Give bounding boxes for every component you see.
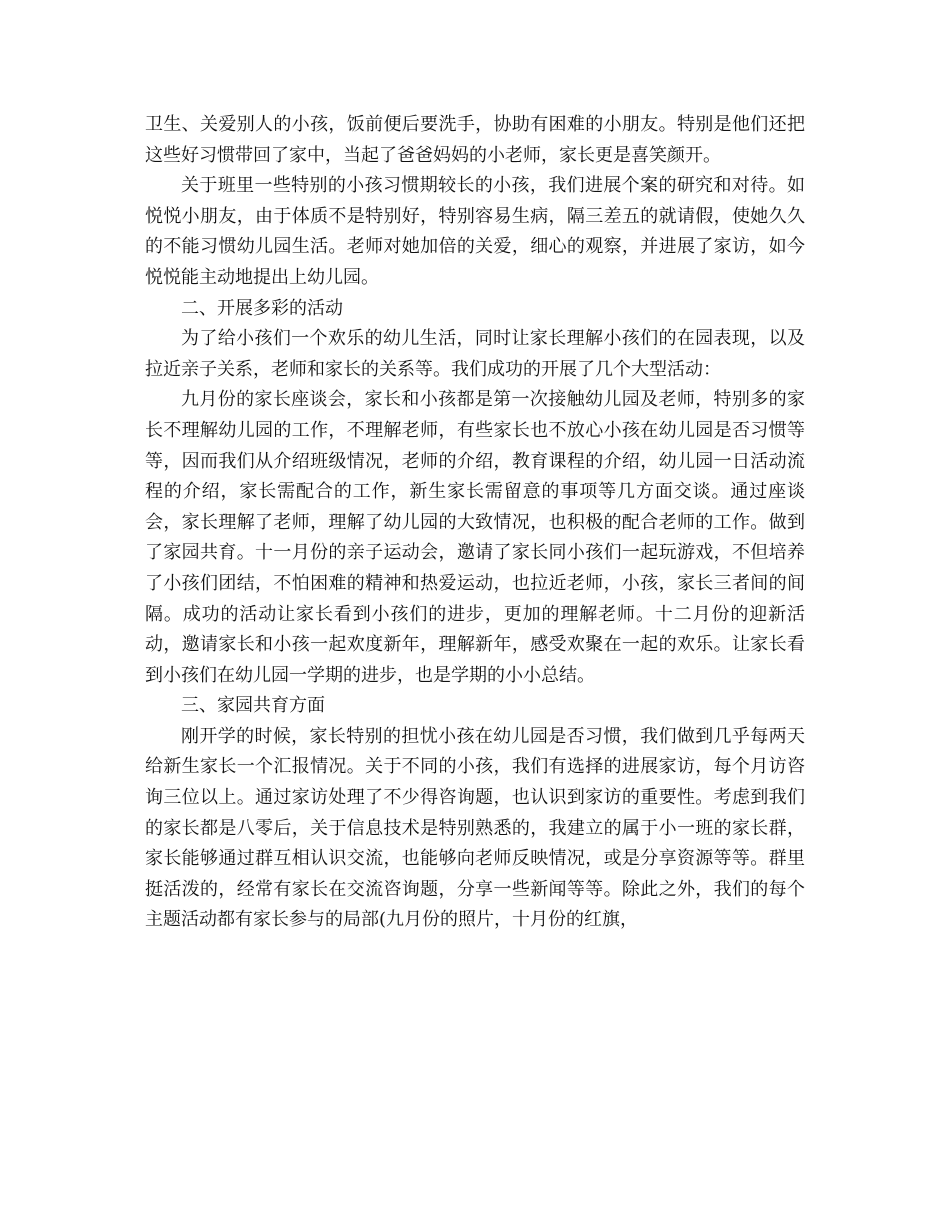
paragraph-special-cases: 关于班里一些特别的小孩习惯期较长的小孩，我们进展个案的研究和对待。如悦悦小朋友，由于体质不是特别好，特别容易生病，隔三差五的就请假，使她久久的不能习惯幼儿园生活。老师对她加倍的关爱，细心的观察，并进展了家访，如今悦悦能主动地提出上幼儿园。 <box>145 175 805 288</box>
paragraph-activities-intro: 为了给小孩们一个欢乐的幼儿生活，同时让家长理解小孩们的在园表现，以及拉近亲子关系，老师和家长的关系等。我们成功的开展了几个大型活动： <box>145 328 805 380</box>
section-heading-home-school: 三、家园共育方面 <box>181 695 325 717</box>
paragraph-activities-detail: 九月份的家长座谈会，家长和小孩都是第一次接触幼儿园及老师，特别多的家长不理解幼儿园的工作，不理解老师，有些家长也不放心小孩在幼儿园是否习惯等等，因而我们从介绍班级情况，老师的介绍，教育课程的介绍，幼儿园一日活动流程的介绍，家长需配合的工作，新生家长需留意的事项等几方面交谈。通过座谈会，家长理解了老师，理解了幼儿园的大致情况，也积极的配合老师的工作。做到了家园共育。十一月份的亲子运动会，邀请了家长同小孩们一起玩游戏，不但培养了小孩们团结，不怕困难的精神和热爱运动，也拉近老师，小孩，家长三者间的间隔。成功的活动让家长看到小孩们的进步，更加的理解老师。十二月份的迎新活动，邀请家长和小孩一起欢度新年，理解新年，感受欢聚在一起的欢乐。让家长看到小孩们在幼儿园一学期的进步，也是学期的小小总结。 <box>145 389 805 686</box>
section-heading-activities: 二、开展多彩的活动 <box>181 297 343 319</box>
paragraph-home-school-detail: 刚开学的时候，家长特别的担忧小孩在幼儿园是否习惯，我们做到几乎每两天给新生家长一个汇报情况。关于不同的小孩，我们有选择的进展家访，每个月访咨询三位以上。通过家访处理了不少得咨询题，也认识到家访的重要性。考虑到我们的家长都是八零后，关于信息技术是特别熟悉的，我建立的属于小一班的家长群，家长能够通过群互相认识交流，也能够向老师反映情况，或是分享资源等等。群里挺活泼的，经常有家长在交流咨询题，分享一些新闻等等。除此之外，我们的每个主题活动都有家长参与的局部(九月份的照片，十月份的红旗， <box>145 725 805 931</box>
paragraph-hygiene-habits: 卫生、关爱别人的小孩，饭前便后要洗手，协助有困难的小朋友。特别是他们还把这些好习惯带回了家中，当起了爸爸妈妈的小老师，家长更是喜笑颜开。 <box>145 114 805 166</box>
document-body <box>145 110 805 936</box>
